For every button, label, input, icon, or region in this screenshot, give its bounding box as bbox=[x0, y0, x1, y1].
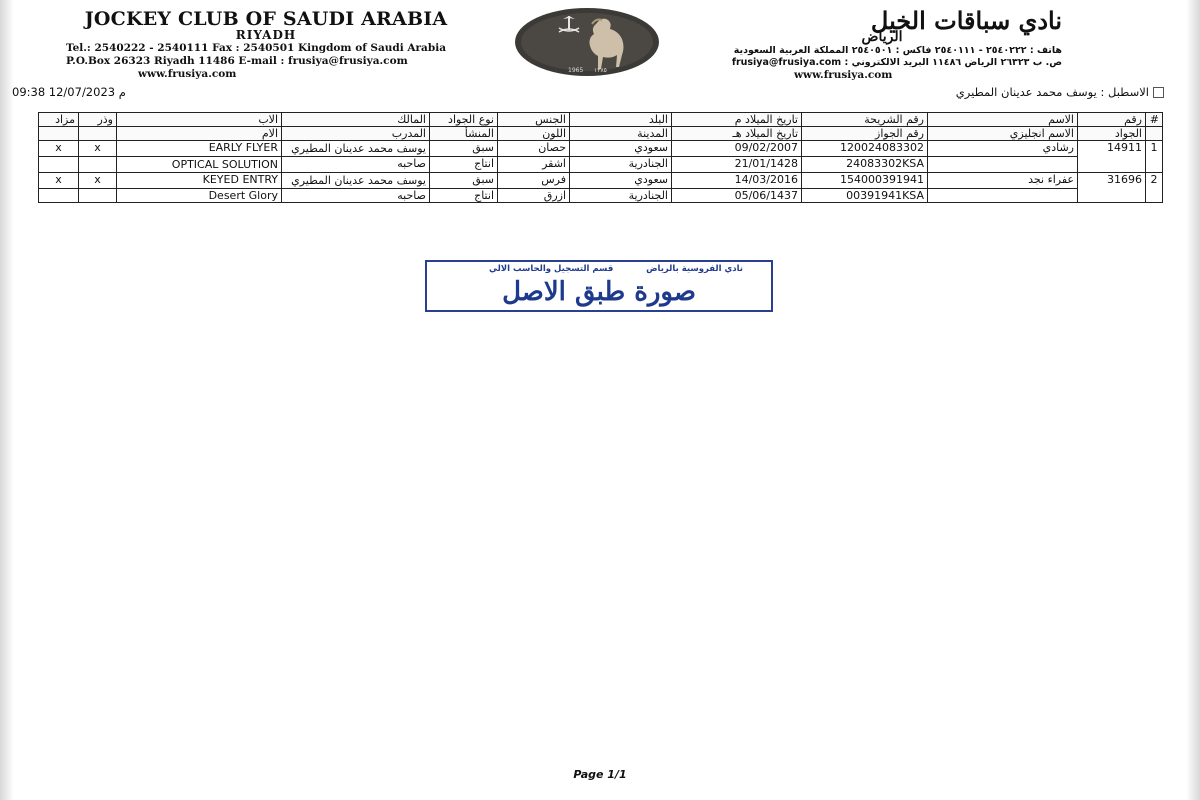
certified-copy-stamp bbox=[425, 260, 773, 312]
club-city-en: RIYADH bbox=[235, 28, 297, 42]
cell-name: رشادي bbox=[928, 141, 1078, 157]
cell-dob: 09/02/2007 bbox=[672, 141, 802, 157]
horses-table bbox=[38, 112, 1163, 203]
letterhead-arabic bbox=[702, 6, 1062, 81]
stable-owner bbox=[956, 85, 1164, 99]
col-horse-type: نوع الجواد bbox=[430, 113, 498, 127]
cell-chip: 120024083302 bbox=[802, 141, 928, 157]
cell-city: الجنادرية bbox=[570, 189, 672, 203]
stamp-club-text: نادي الفروسية بالرياض bbox=[646, 264, 743, 274]
cell-dob-hijri: 05/06/1437 bbox=[672, 189, 802, 203]
contact-line-en-2: P.O.Box 26323 Riyadh 11486 E-mail : frusiya@frusiya.com bbox=[66, 55, 408, 67]
cell-country: سعودي bbox=[570, 173, 672, 189]
logo-year-ar: ١٣٨٥ bbox=[594, 67, 607, 74]
col-sire: الاب bbox=[117, 113, 282, 127]
col-name-en: الاسم انجليزي bbox=[928, 127, 1078, 141]
website-ar: www.frusiya.com bbox=[794, 69, 893, 81]
cell-trainer: صاحبه bbox=[282, 157, 430, 173]
contact-line-en-1: Tel.: 2540222 - 2540111 Fax : 2540501 Kingdom of Saudi Arabia bbox=[66, 42, 446, 54]
col-auction: مزاد bbox=[39, 113, 79, 127]
cell-country: سعودي bbox=[570, 141, 672, 157]
club-logo bbox=[512, 6, 662, 78]
cell-dob: 14/03/2016 bbox=[672, 173, 802, 189]
cell-dam: OPTICAL SOLUTION bbox=[117, 157, 282, 173]
cell-auction: x bbox=[39, 173, 79, 189]
cell-sire: KEYED ENTRY bbox=[117, 173, 282, 189]
col-horse-no: رقم bbox=[1078, 113, 1146, 127]
col-trainer: المدرب bbox=[282, 127, 430, 141]
letterhead-english bbox=[66, 8, 466, 81]
cell-index: 2 bbox=[1146, 173, 1163, 203]
table-row bbox=[39, 141, 1163, 157]
cell-dam: Desert Glory bbox=[117, 189, 282, 203]
checkbox-icon bbox=[1153, 87, 1164, 98]
cell-origin: انتاج bbox=[430, 157, 498, 173]
table-header-row-top bbox=[39, 113, 1163, 127]
table-row-sub bbox=[39, 189, 1163, 203]
cell-origin: انتاج bbox=[430, 189, 498, 203]
cell-passport: 24083302KSA bbox=[802, 157, 928, 173]
col-horse-no-2: الجواد bbox=[1078, 127, 1146, 141]
cell-chip: 154000391941 bbox=[802, 173, 928, 189]
page-edge-left bbox=[0, 0, 14, 800]
col-origin: المنشأ bbox=[430, 127, 498, 141]
cell-trainer: صاحبه bbox=[282, 189, 430, 203]
cell-name-en bbox=[928, 157, 1078, 173]
page-edge-right bbox=[1186, 0, 1200, 800]
club-name-ar: نادي سباقات الخيل bbox=[870, 6, 1062, 35]
col-weight: وذر bbox=[79, 113, 117, 127]
col-city: المدينة bbox=[570, 127, 672, 141]
stamp-dept-text: قسم التسجيل والحاسب الالي bbox=[489, 264, 614, 274]
cell-horse-type: سبق bbox=[430, 141, 498, 157]
cell-passport: 00391941KSA bbox=[802, 189, 928, 203]
col-sex: الجنس bbox=[498, 113, 570, 127]
col-color: اللون bbox=[498, 127, 570, 141]
cell-owner: يوسف محمد عدينان المطيري bbox=[282, 173, 430, 189]
col-index: # bbox=[1146, 113, 1163, 127]
table-row-sub bbox=[39, 157, 1163, 173]
cell-weight: x bbox=[79, 173, 117, 189]
cell-color: ازرق bbox=[498, 189, 570, 203]
stable-owner-text: الاسطبل : يوسف محمد عدينان المطيري bbox=[955, 85, 1149, 99]
table-header-row-bottom bbox=[39, 127, 1163, 141]
col-owner: المالك bbox=[282, 113, 430, 127]
col-name: الاسم bbox=[928, 113, 1078, 127]
cell-weight: x bbox=[79, 141, 117, 157]
contact-line-ar-2: ص. ب ٢٦٣٢٣ الرياض ١١٤٨٦ البريد الالكتروني : frusiya@frusiya.com bbox=[731, 57, 1062, 68]
contact-line-ar-1: هاتف : ٢٥٤٠٢٢٢ - ٢٥٤٠١١١ فاكس : ٢٥٤٠٥٠١ المملكة العربية السعودية bbox=[733, 45, 1062, 56]
col-dob: تاريخ الميلاد م bbox=[672, 113, 802, 127]
cell-horse-no: 14911 bbox=[1078, 141, 1146, 173]
cell-sex: فرس bbox=[498, 173, 570, 189]
col-chip: رقم الشريحة bbox=[802, 113, 928, 127]
col-country: البلد bbox=[570, 113, 672, 127]
cell-name-en bbox=[928, 189, 1078, 203]
stamp-main-text: صورة طبق الاصل bbox=[502, 277, 696, 307]
club-name-en: JOCKEY CLUB OF SAUDI ARABIA bbox=[84, 8, 448, 30]
website-en: www.frusiya.com bbox=[138, 68, 237, 80]
cell-name: عفراء نجد bbox=[928, 173, 1078, 189]
cell-city: الجنادرية bbox=[570, 157, 672, 173]
cell-sex: حصان bbox=[498, 141, 570, 157]
cell-horse-type: سبق bbox=[430, 173, 498, 189]
cell-color: اشقر bbox=[498, 157, 570, 173]
page-number: Page 1/1 bbox=[573, 768, 627, 781]
cell-index: 1 bbox=[1146, 141, 1163, 173]
cell-owner: يوسف محمد عدينان المطيري bbox=[282, 141, 430, 157]
cell-auction: x bbox=[39, 141, 79, 157]
logo-year-en: 1965 bbox=[568, 67, 584, 74]
col-dam: الام bbox=[117, 127, 282, 141]
table-row bbox=[39, 173, 1163, 189]
col-dob-hijri: تاريخ الميلاد هـ bbox=[672, 127, 802, 141]
cell-dob-hijri: 21/01/1428 bbox=[672, 157, 802, 173]
col-passport: رقم الجواز bbox=[802, 127, 928, 141]
club-city-ar: الرياض bbox=[861, 29, 903, 45]
print-datetime: 09:38 12/07/2023 م bbox=[12, 85, 126, 99]
cell-sire: EARLY FLYER bbox=[117, 141, 282, 157]
cell-horse-no: 31696 bbox=[1078, 173, 1146, 203]
